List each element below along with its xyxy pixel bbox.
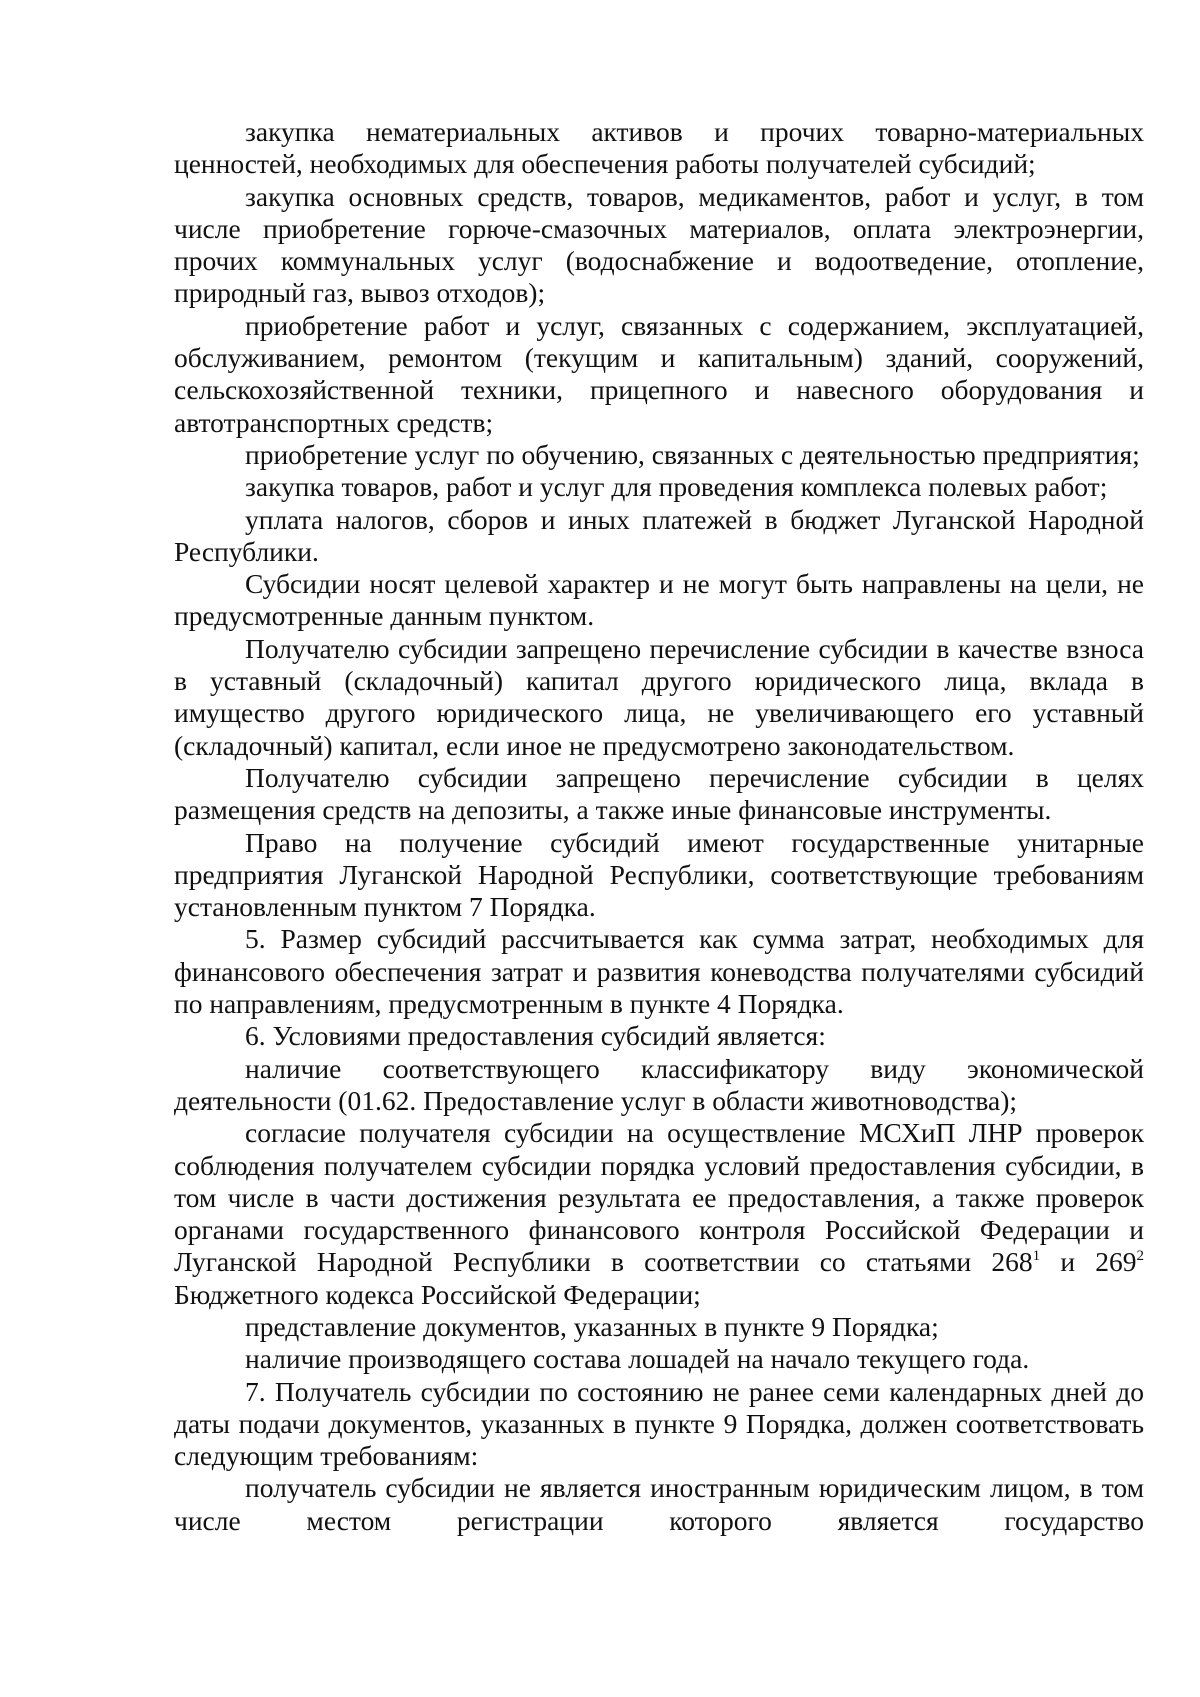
- paragraph-horses: наличие производящего состава лошадей на начало текущего года.: [245, 1343, 1030, 1375]
- paragraph-consent-inspections: [174, 1117, 1144, 1311]
- paragraph-capital-prohibition: Получателю субсидии запрещено перечисление субсидии в качестве взноса в уставный (складочный) капитал другого юридического лица, вклада в имущество другого юридического лица, не увеличивающего его уставный (складочный) капитал, если иное не предусмотрено законодательством.: [174, 632, 1144, 761]
- paragraph-taxes: уплата налогов, сборов и иных платежей в бюджет Луганской Народной Республики.: [174, 503, 1144, 567]
- consent-text-start: согласие получателя субсидии на осуществление МСХиП ЛНР проверок соблюдения получателем субсидии порядка условий предоставления субсидии, в том числе в части достижения результата ее предоставления, а также проверок органами государственного финансового контроля Российской Федерации и Луганской Народной Республики в соответствии со статьями 268: [174, 1117, 1144, 1278]
- paragraph-item-5: 5. Размер субсидий рассчитывается как сумма затрат, необходимых для финансового обеспечения затрат и развития коневодства получателями субсидий по направлениям, предусмотренным в пункте 4 Порядка.: [174, 923, 1144, 1020]
- paragraph-classifier: наличие соответствующего классификатору виду экономической деятельности (01.62. Предоставление услуг в области животноводства);: [174, 1052, 1144, 1116]
- superscript-1: 1: [1032, 1248, 1041, 1265]
- paragraph-fixed-assets: закупка основных средств, товаров, медикаментов, работ и услуг, в том числе приобретение горюче-смазочных материалов, оплата электроэнергии, прочих коммунальных услуг (водоснабжение и водоотведение, отопление, природный газ, вывоз отходов);: [174, 180, 1144, 309]
- paragraph-works-services: приобретение работ и услуг, связанных с содержанием, эксплуатацией, обслуживанием, ремонтом (текущим и капитальным) зданий, сооружений, сельскохозяйственной техники, прицепного и навесного оборудования и автотранспортных средств;: [174, 309, 1144, 438]
- document-page: [174, 116, 1144, 1537]
- paragraph-foreign-entity: получатель субсидии не является иностранным юридическим лицом, в том числе местом регистрации которого является государство: [174, 1472, 1144, 1536]
- paragraph-training: приобретение услуг по обучению, связанных с деятельностью предприятия;: [245, 438, 1140, 470]
- paragraph-targeted-nature: Субсидии носят целевой характер и не могут быть направлены на цели, не предусмотренные данным пунктом.: [174, 568, 1144, 632]
- paragraph-intangible-assets: закупка нематериальных активов и прочих товарно-материальных ценностей, необходимых для обеспечения работы получателей субсидий;: [174, 116, 1144, 180]
- consent-text-middle: и 269: [1040, 1246, 1137, 1278]
- paragraph-deposit-prohibition: Получателю субсидии запрещено перечисление субсидии в целях размещения средств на депозиты, а также иные финансовые инструменты.: [174, 761, 1144, 826]
- paragraph-eligibility: Право на получение субсидий имеют государственные унитарные предприятия Луганской Народной Республики, соответствующие требованиям установленным пунктом 7 Порядка.: [174, 826, 1144, 923]
- paragraph-field-works: закупка товаров, работ и услуг для проведения комплекса полевых работ;: [245, 471, 1108, 503]
- superscript-2: 2: [1136, 1248, 1144, 1265]
- paragraph-item-6: 6. Условиями предоставления субсидий является:: [245, 1020, 826, 1052]
- paragraph-documents: представление документов, указанных в пункте 9 Порядка;: [245, 1310, 939, 1342]
- consent-text-end: Бюджетного кодекса Российской Федерации;: [174, 1278, 701, 1310]
- paragraph-item-7: 7. Получатель субсидии по состоянию не ранее семи календарных дней до даты подачи документов, указанных в пункте 9 Порядка, должен соответствовать следующим требованиям:: [174, 1375, 1144, 1472]
